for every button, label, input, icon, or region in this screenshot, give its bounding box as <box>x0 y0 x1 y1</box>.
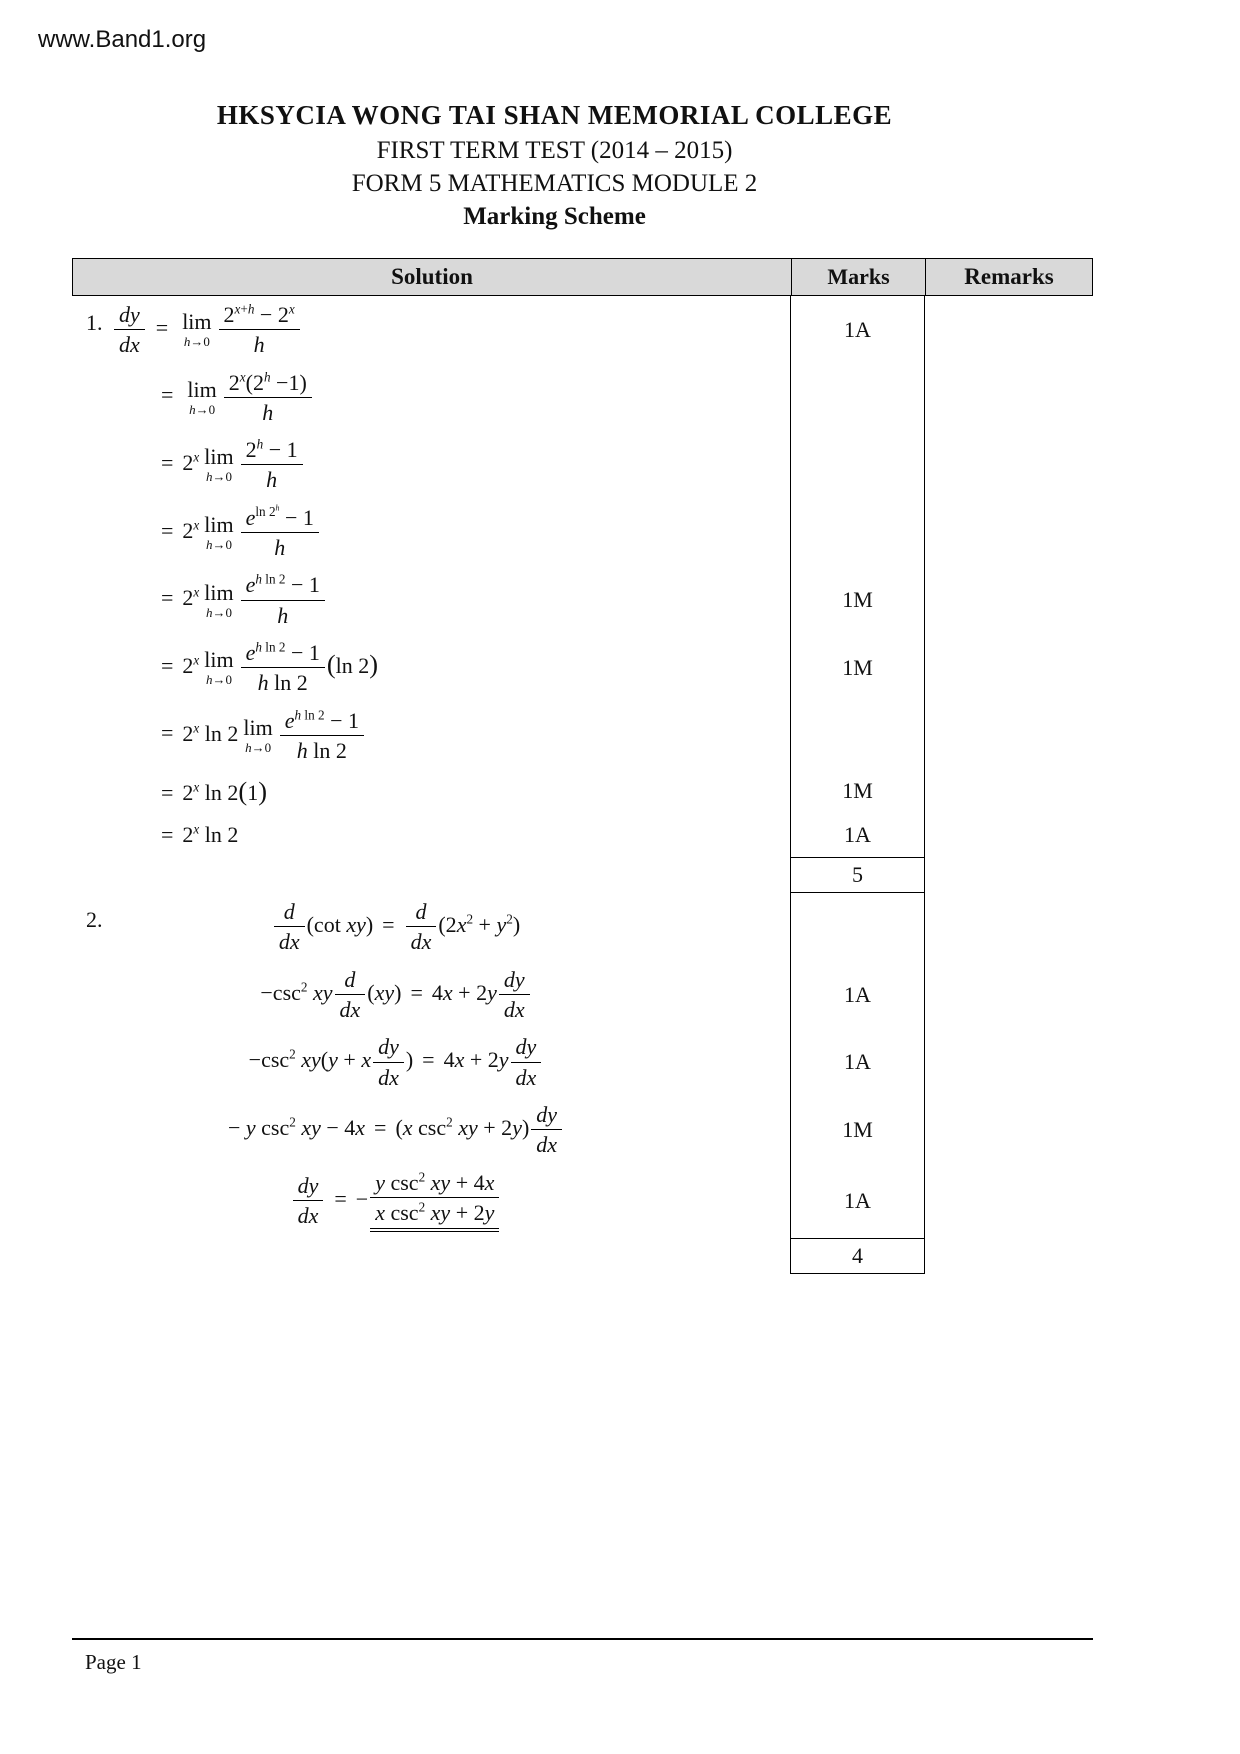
math-expression: = $2^x$ ln 2(1) <box>161 775 267 806</box>
marks-cell <box>790 1028 925 1096</box>
table-header-row <box>72 258 1093 296</box>
remarks-cell <box>925 364 1093 432</box>
solution-step-row <box>72 296 1093 364</box>
solution-step-row <box>72 1096 1093 1164</box>
marks-cell <box>790 813 925 857</box>
remarks-cell <box>925 296 1093 364</box>
mark-value: 1A <box>844 822 871 848</box>
document-header <box>72 100 1037 231</box>
marks-cell <box>790 634 925 702</box>
solution-step-row <box>72 566 1093 634</box>
solution-cell <box>72 1164 790 1239</box>
marks-total-value: 4 <box>852 1243 863 1269</box>
math-expression: $-\csc^2$ xy(y + x $\frac{dy}{dx}$ ) = 4x + 2y $\frac{dy}{dx}$ <box>72 1034 790 1090</box>
solution-step-row <box>72 702 1093 770</box>
solution-cell <box>72 296 790 364</box>
marks-cell <box>790 1096 925 1164</box>
remarks-cell <box>925 893 1093 961</box>
math-expression: = $2^x$ lim h→0 $\frac{e^{ln 2^h} - 1}{h}$ <box>72 505 790 561</box>
remarks-cell <box>925 634 1093 702</box>
school-name: HKSYCIA WONG TAI SHAN MEMORIAL COLLEGE <box>216 100 893 130</box>
marks-cell <box>790 566 925 634</box>
math-expression: = $2^x$ ln 2 lim h→0 $\frac{e^{h ln 2} - 1}{\text{h ln 2}}$ <box>72 708 790 764</box>
solution-step-row <box>72 364 1093 432</box>
question-2 <box>72 893 1093 1274</box>
test-title: FIRST TERM TEST (2014 – 2015) <box>376 137 733 164</box>
marks-cell <box>790 296 925 364</box>
site-watermark: www.Band1.org <box>38 26 207 53</box>
mark-value: 1M <box>842 587 873 613</box>
math-expression: = $2^x$ ln 2 <box>161 821 239 848</box>
mark-value: 1A <box>844 1049 871 1075</box>
solution-step-row <box>72 431 1093 499</box>
marking-table <box>72 258 1093 1274</box>
math-expression: $\frac{dy}{dx}$ = − $\frac{y \csc^2 xy + 4x}{x \csc^2 xy + 2y}$ <box>72 1170 790 1233</box>
remarks-cell <box>925 1164 1093 1239</box>
mark-value: 1A <box>844 1187 871 1213</box>
mark-value: 1M <box>842 778 873 804</box>
remarks-cell <box>925 769 1093 813</box>
solution-cell <box>72 431 790 499</box>
mark-value: 1M <box>842 1116 873 1142</box>
remarks-cell <box>925 857 1093 893</box>
solution-step-row <box>72 813 1093 857</box>
column-header-marks: Marks <box>791 259 926 295</box>
math-expression: − y $\csc^2$ xy − 4x = (x $\csc^2$ xy + 2y) $\frac{dy}{dx}$ <box>72 1102 790 1158</box>
column-header-remarks: Remarks <box>964 264 1054 289</box>
remarks-cell <box>925 1028 1093 1096</box>
marks-total-value: 5 <box>852 862 863 888</box>
math-expression: $\frac{d}{dx}$ (cot xy) = $\frac{d}{dx}$ $(2x^2 + y^2)$ <box>72 899 790 955</box>
marks-total-cell <box>790 1238 925 1274</box>
marks-cell <box>790 702 925 770</box>
solution-step-row <box>72 893 1093 961</box>
solution-step-row <box>72 961 1093 1029</box>
page-number: Page 1 <box>85 1650 142 1674</box>
solution-cell <box>72 769 790 813</box>
solution-step-row <box>72 769 1093 813</box>
solution-cell <box>72 1238 790 1274</box>
solution-cell <box>72 364 790 432</box>
math-expression: $-\csc^2$ xy $\frac{d}{dx}$ (xy) = 4x + 2y $\frac{dy}{dx}$ <box>72 967 790 1023</box>
remarks-cell <box>925 1238 1093 1274</box>
marks-cell <box>790 364 925 432</box>
marks-total-row <box>72 857 1093 893</box>
remarks-cell <box>925 702 1093 770</box>
remarks-cell <box>925 961 1093 1029</box>
solution-cell <box>72 1028 790 1096</box>
solution-step-row <box>72 499 1093 567</box>
math-expression: = $2^x$ lim h→0 $\frac{e^{h ln 2} - 1}{\text{h ln 2}}$ (ln 2) <box>161 639 379 696</box>
solution-cell <box>72 1096 790 1164</box>
question-number: 1. <box>86 310 103 335</box>
solution-step-row <box>72 634 1093 702</box>
subject-title: FORM 5 MATHEMATICS MODULE 2 <box>351 170 758 197</box>
marks-cell <box>790 1164 925 1239</box>
marks-cell <box>790 893 925 961</box>
marks-cell <box>790 961 925 1029</box>
solution-cell <box>72 566 790 634</box>
remarks-cell <box>925 566 1093 634</box>
solution-table-body <box>72 296 1093 1274</box>
column-header-solution: Solution <box>391 264 473 289</box>
question-number: 2. <box>86 907 103 933</box>
question-1 <box>72 296 1093 893</box>
remarks-cell <box>925 431 1093 499</box>
math-expression: = lim h→0 $\frac{2^x(2^h -1)}{h}$ <box>72 370 790 426</box>
marks-total-cell <box>790 857 925 893</box>
marks-cell <box>790 499 925 567</box>
solution-step-row <box>72 1028 1093 1096</box>
solution-cell <box>72 961 790 1029</box>
solution-cell <box>72 702 790 770</box>
marking-scheme-title: Marking Scheme <box>463 203 646 230</box>
solution-cell <box>72 634 790 702</box>
remarks-cell <box>925 499 1093 567</box>
marks-cell <box>790 769 925 813</box>
solution-cell <box>72 499 790 567</box>
marks-total-row <box>72 1238 1093 1274</box>
footer-divider <box>72 1638 1093 1640</box>
solution-cell <box>72 857 790 893</box>
marks-cell <box>790 431 925 499</box>
mark-value: 1M <box>842 654 873 680</box>
math-expression: = $2^x$ lim h→0 $\frac{2^h - 1}{h}$ <box>72 437 790 493</box>
remarks-cell <box>925 813 1093 857</box>
math-expression: = $2^x$ lim h→0 $\frac{e^{h ln 2} - 1}{h}$ <box>72 572 790 628</box>
math-expression: $\frac{dy}{dx}$ = lim h→0 $\frac{2^{x+h} - 2^x}{h}$ <box>72 302 790 358</box>
mark-value: 1A <box>844 316 871 342</box>
solution-step-row <box>72 1164 1093 1239</box>
solution-cell <box>72 813 790 857</box>
remarks-cell <box>925 1096 1093 1164</box>
solution-cell <box>72 893 790 961</box>
mark-value: 1A <box>844 981 871 1007</box>
